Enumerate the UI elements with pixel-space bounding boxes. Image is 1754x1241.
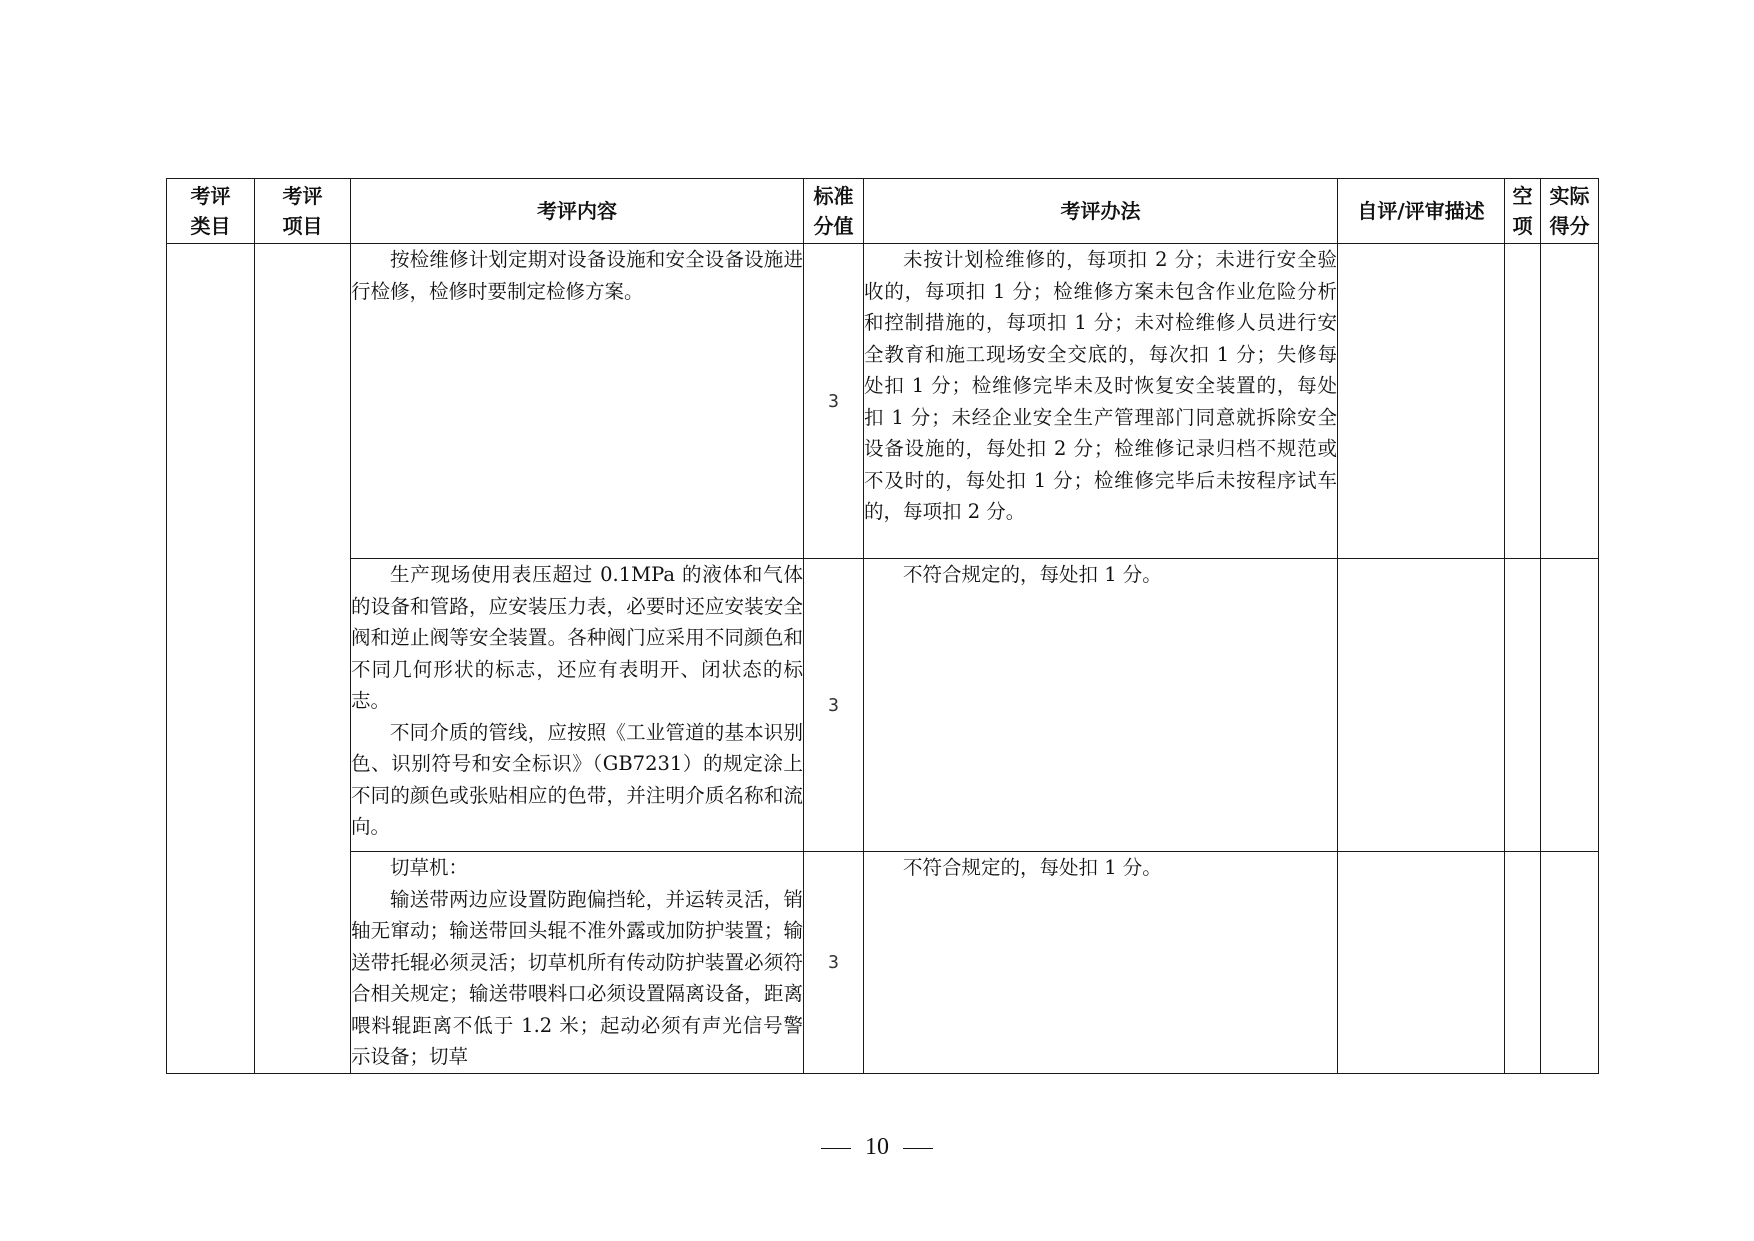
table-header-row	[167, 179, 1599, 244]
page-number-value: 10	[865, 1134, 889, 1160]
actual-score-cell	[1541, 244, 1599, 559]
content-paragraph: 不同介质的管线，应按照《工业管道的基本识别色、识别符号和安全标识》（GB7231）的规定涂上不同的颜色或张贴相应的色带，并注明介质名称和流向。	[351, 720, 803, 838]
header-description: 自评/评审描述	[1338, 179, 1505, 244]
na-cell	[1505, 244, 1541, 559]
header-method: 考评办法	[864, 179, 1338, 244]
score-cell: 3	[804, 559, 864, 852]
na-cell	[1505, 559, 1541, 852]
content-paragraph: 输送带两边应设置防跑偏挡轮，并运转灵活，销轴无窜动；输送带回头辊不准外露或加防护装置；输送带托辊必须灵活；切草机所有传动防护装置必须符合相关规定；输送带喂料口必须设置隔离设备，距离喂料辊距离不低于 1.2 米；起动必须有声光信号警示设备；切草	[351, 887, 803, 1068]
header-item: 考评项目	[255, 179, 351, 244]
header-score: 标准分值	[804, 179, 864, 244]
method-paragraph: 未按计划检维修的，每项扣 2 分；未进行安全验收的，每项扣 1 分；检维修方案未包含作业危险分析和控制措施的，每项扣 1 分；未对检维修人员进行安全教育和施工现场安全交底的，每次扣 1 分；失修每处扣 1 分；检维修完毕未及时恢复安全装置的，每处扣 1 分；未经企业安全生产管理部门同意就拆除安全设备设施的，每处扣 2 分；检维修记录归档不规范或不及时的，每处扣 1 分；检维修完毕后未按程序试车的，每项扣 2 分。	[864, 248, 1337, 523]
content-cell	[351, 559, 804, 852]
content-cell	[351, 244, 804, 559]
category-cell	[167, 244, 255, 1074]
method-paragraph: 不符合规定的，每处扣 1 分。	[903, 563, 1162, 586]
table-row	[167, 852, 1599, 1074]
content-paragraph: 生产现场使用表压超过 0.1MPa 的液体和气体的设备和管路，应安装压力表，必要时还应安装安全阀和逆止阀等安全装置。各种阀门应采用不同颜色和不同几何形状的标志，还应有表明开、闭状态的标志。	[351, 563, 803, 712]
na-cell	[1505, 852, 1541, 1074]
table-row	[167, 559, 1599, 852]
header-actual: 实际得分	[1541, 179, 1599, 244]
content-cell	[351, 852, 804, 1074]
actual-score-cell	[1541, 852, 1599, 1074]
score-cell: 3	[804, 244, 864, 559]
description-cell	[1338, 852, 1505, 1074]
header-category: 考评类目	[167, 179, 255, 244]
method-cell	[864, 244, 1338, 559]
item-cell	[255, 244, 351, 1074]
method-cell	[864, 559, 1338, 852]
dash-right	[903, 1148, 933, 1149]
content-paragraph: 按检维修计划定期对设备设施和安全设备设施进行检修，检修时要制定检修方案。	[351, 248, 803, 303]
table-row	[167, 244, 1599, 559]
header-na: 空项	[1505, 179, 1541, 244]
dash-left	[821, 1148, 851, 1149]
header-content: 考评内容	[351, 179, 804, 244]
description-cell	[1338, 559, 1505, 852]
page-number	[0, 1134, 1754, 1161]
method-cell	[864, 852, 1338, 1074]
method-paragraph: 不符合规定的，每处扣 1 分。	[903, 856, 1162, 879]
description-cell	[1338, 244, 1505, 559]
actual-score-cell	[1541, 559, 1599, 852]
score-cell: 3	[804, 852, 864, 1074]
evaluation-table	[166, 178, 1599, 1074]
content-paragraph: 切草机：	[390, 856, 469, 879]
